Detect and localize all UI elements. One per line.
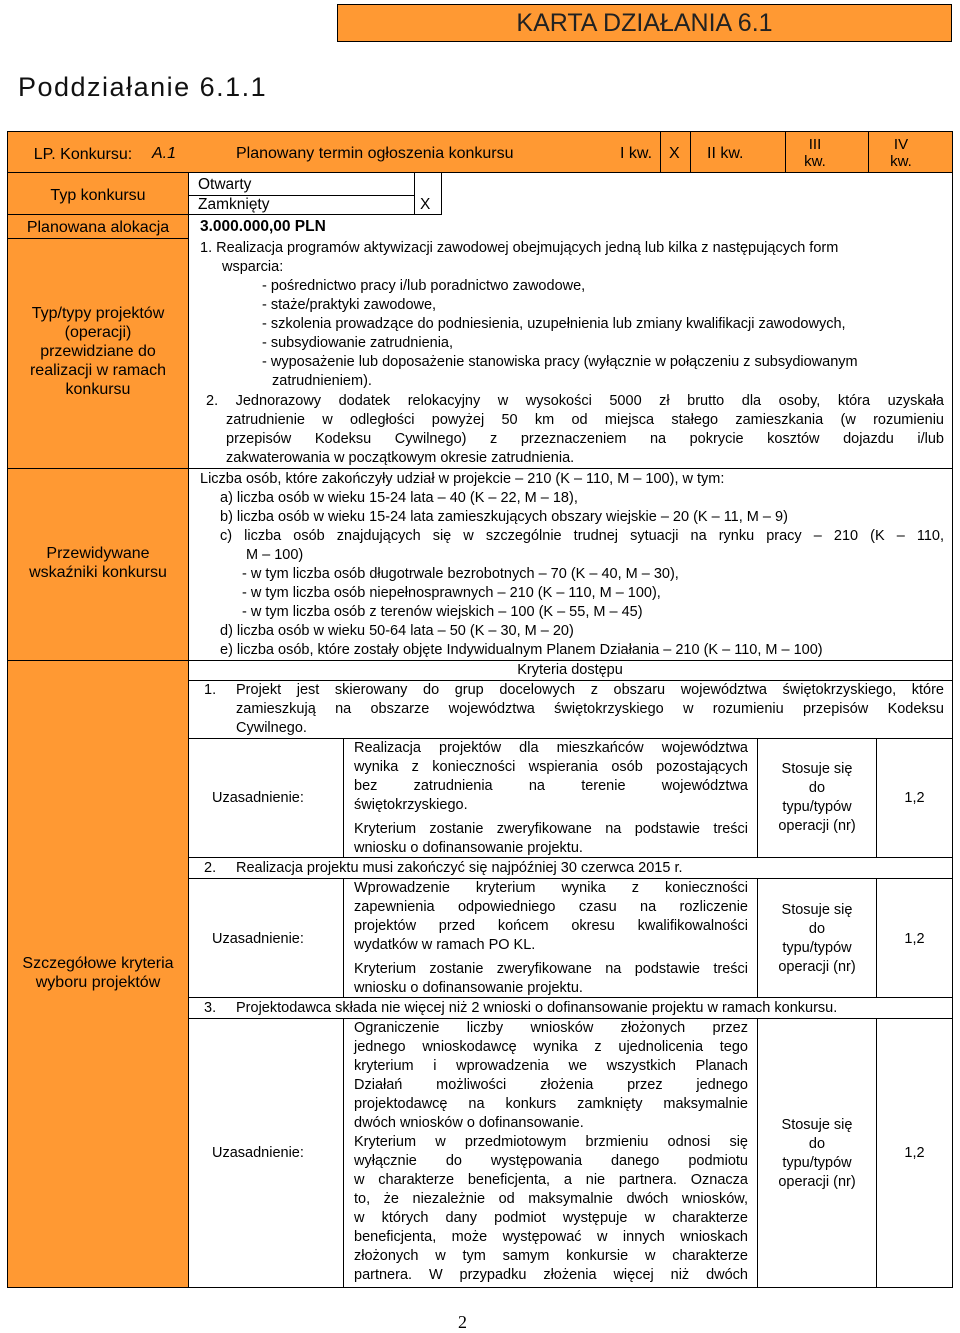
criterion-1-title-line-1: Projekt jest skierowany do grup docelowych z obszaru województwa świętokrzyskiego, które: [236, 682, 944, 698]
project-types-line-2: wsparcia:: [222, 259, 284, 275]
criterion-2-just-line-4: wydatków w ramach PO KL.: [354, 937, 536, 953]
project-types-line-6: - subsydiowanie zatrudnienia,: [262, 335, 454, 351]
project-types-line-4: - staże/praktyki zawodowe,: [262, 297, 437, 313]
divider: [343, 1018, 344, 1287]
divider: [343, 878, 344, 997]
quarter-1: I kw.: [620, 145, 653, 162]
divider: [188, 997, 952, 998]
criterion-3-just-line-2: jednego wnioskodawcę wynika z ujednolicenia tego: [354, 1039, 748, 1055]
criterion-2-applies: Stosuje się do typu/typów operacji (nr): [778, 902, 856, 975]
project-types-line-10: zatrudnienie w odległości powyżej 50 km od miejsca stałego zamieszkania (w rozumieniu: [226, 412, 944, 428]
criterion-1-justification-label: Uzasadnienie:: [212, 790, 304, 806]
criterion-1-applies-value: 1,2: [904, 790, 925, 806]
criterion-3-just-line-4: Działań możliwości złożenia przez jednego: [354, 1077, 748, 1093]
criterion-1-number: 1.: [204, 682, 217, 698]
indicator-line-2: a) liczba osób w wieku 15-24 lata – 40 (K – 22, M – 18),: [220, 490, 578, 506]
divider: [868, 132, 869, 172]
criterion-3-just-line-1: Ograniczenie liczby wniosków złożonych przez: [354, 1020, 748, 1036]
criterion-3-number: 3.: [204, 1000, 217, 1016]
criterion-2-just-line-1: Wprowadzenie kryterium wynika z konieczności: [354, 880, 748, 896]
project-types-line-7: - wyposażenie lub doposażenie stanowiska pracy (wyłącznie w połączeniu z subsydiowanym: [262, 354, 858, 370]
type-open: Otwarty: [198, 176, 252, 193]
allocation-value: 3.000.000,00 PLN: [200, 218, 326, 235]
criterion-3-just-line-10: to, że niezależnie od maksymalnie dwóch wniosków,: [354, 1191, 748, 1207]
criterion-3-justification-label: Uzasadnienie:: [212, 1145, 304, 1161]
quarter-4: IV kw.: [890, 136, 912, 170]
criterion-2-just-line-3: projektów przed końcem okresu kwalifikowalności: [354, 918, 748, 934]
divider: [8, 214, 442, 215]
divider: [188, 857, 952, 858]
indicator-line-9: d) liczba osób w wieku 50-64 lata – 50 (K – 30, M – 20): [220, 623, 574, 639]
card-title: KARTA DZIAŁANIA 6.1: [516, 8, 773, 37]
card-title-box: [337, 4, 952, 42]
divider: [785, 132, 786, 172]
lp-label: LP. Konkursu:: [33, 146, 133, 163]
indicator-line-3: b) liczba osób w wieku 15-24 lata zamieszkujących obszary wiejskie – 20 (K – 11, M – 9): [220, 509, 788, 525]
criterion-3-applies: Stosuje się do typu/typów operacji (nr): [778, 1117, 856, 1190]
criterion-1-just-line-1: Realizacja projektów dla mieszkańców województwa: [354, 740, 748, 756]
indicator-line-10: e) liczba osób, które zostały objęte Indywidualnym Planem Działania – 210 (K – 110, M – 100): [220, 642, 823, 658]
criterion-2-title-line-1: Realizacja projektu musi zakończyć się najpóźniej 30 czerwca 2015 r.: [236, 860, 683, 876]
type-label: Typ konkursu: [50, 187, 146, 204]
criterion-2-just-line-6: Kryterium zostanie zweryfikowane na podstawie treści: [354, 961, 748, 977]
divider: [8, 468, 952, 469]
quarter-3: III kw.: [804, 136, 826, 170]
project-types-line-3: - pośrednictwo pracy i/lub poradnictwo zawodowe,: [262, 278, 586, 294]
criteria-heading: Kryteria dostępu: [517, 662, 623, 678]
project-types-line-12: zakwaterowania w początkowym okresie zatrudnienia.: [226, 450, 575, 466]
lp-value: A.1: [152, 145, 177, 162]
indicators-label: Przewidywane wskaźniki konkursu: [29, 545, 167, 581]
criterion-1-just-line-6: Kryterium zostanie zweryfikowane na podstawie treści: [354, 821, 748, 837]
project-types-line-5: - szkolenia prowadzące do podniesienia, uzupełnienia lub zmiany kwalifikacji zawodowych,: [262, 316, 846, 332]
criterion-3-title-line-1: Projektodawca składa nie więcej niż 2 wnioski o dofinansowanie projektu w ramach konkursu.: [236, 1000, 838, 1016]
project-types-line-1: 1. Realizacja programów aktywizacji zawodowej obejmujących jedną lub kilka z następujących form: [200, 240, 839, 256]
indicator-line-6: - w tym liczba osób długotrwale bezrobotnych – 70 (K – 40, M – 30),: [242, 566, 679, 582]
project-types-line-9: 2. Jednorazowy dodatek relokacyjny w wysokości 5000 zł brutto dla osoby, która uzyskała: [206, 393, 944, 409]
criterion-3-just-line-9: w charakterze beneficjenta, a nie partnera. Oznacza: [354, 1172, 748, 1188]
criterion-3-just-line-8: wyłącznie do występowania danego podmiotu: [354, 1153, 748, 1169]
criterion-2-just-line-7: wniosku o dofinansowanie projektu.: [354, 980, 583, 996]
divider: [188, 172, 189, 1287]
criterion-1-just-line-3: bez zatrudnienia na terenie województwa: [354, 778, 748, 794]
page-number: 2: [458, 1312, 467, 1332]
allocation-label: Planowana alokacja: [26, 219, 170, 236]
divider: [690, 132, 691, 172]
criterion-1-just-line-2: wynika z konieczności wspierania osób pozostających: [354, 759, 748, 775]
criterion-3-just-line-3: kryterium i wprowadzenia we wszystkich Planach: [354, 1058, 748, 1074]
criterion-3-just-line-14: partnera. W przypadku złożenia więcej niż dwóch: [354, 1267, 748, 1283]
planned-term-label: Planowany termin ogłoszenia konkursu: [236, 145, 514, 162]
divider: [8, 238, 188, 239]
divider: [343, 738, 344, 857]
criterion-3-applies-value: 1,2: [904, 1145, 925, 1161]
indicator-line-8: - w tym liczba osób z terenów wiejskich – 100 (K – 55, M – 45): [242, 604, 643, 620]
criterion-1-title-line-2: zamieszkują na obszarze województwa świętokrzyskiego w rozumieniu przepisów Kodeksu: [236, 701, 944, 717]
subaction-title: Poddziałanie 6.1.1: [18, 72, 268, 102]
project-types-label: Typ/typy projektów (operacji) przewidziane do realizacji w ramach konkursu: [29, 305, 167, 398]
criterion-1-title-line-3: Cywilnego.: [236, 720, 307, 736]
criterion-1-applies: Stosuje się do typu/typów operacji (nr): [778, 761, 856, 834]
criterion-3-just-line-7: Kryterium w przedmiotowym brzmieniu odnosi się: [354, 1134, 748, 1150]
criterion-2-number: 2.: [204, 860, 217, 876]
criterion-2-justification-label: Uzasadnienie:: [212, 931, 304, 947]
criterion-1-just-line-4: świętokrzyskiego.: [354, 797, 468, 813]
indicator-line-7: - w tym liczba osób niepełnosprawnych – 210 (K – 110, M – 100),: [242, 585, 661, 601]
divider: [441, 172, 442, 214]
criterion-3-just-line-11: w których dany podmiot występuje w charakterze: [354, 1210, 748, 1226]
criterion-3-just-line-6: dwóch wniosków o dofinansowanie.: [354, 1115, 584, 1131]
criterion-3-just-line-13: złożonych w tym samym konkursie w charakterze: [354, 1248, 748, 1264]
project-types-line-11: przepisów Kodeksu Cywilnego) z przeznaczeniem na pokrycie kosztów dojazdu i/lub: [226, 431, 944, 447]
type-closed-mark: X: [420, 196, 431, 213]
indicator-line-5: M – 100): [246, 547, 304, 563]
quarter-1-mark: X: [669, 145, 680, 162]
criterion-2-applies-value: 1,2: [904, 931, 925, 947]
type-closed: Zamknięty: [198, 196, 270, 213]
project-types-line-8: zatrudnieniem).: [272, 373, 372, 389]
quarter-2: II kw.: [707, 145, 744, 162]
criterion-3-just-line-5: projektodawcę na konkurs zamknięty maksymalnie: [354, 1096, 748, 1112]
criterion-3-just-line-12: beneficjenta, może występować w innych wnioskach: [354, 1229, 748, 1245]
divider: [414, 172, 415, 214]
criterion-2-just-line-2: zapewnienia odpowiedniego czasu na rozliczenie: [354, 899, 748, 915]
indicator-line-4: c) liczba osób znajdujących się w szczególnie trudnej sytuacji na rynku pracy – 210 (K – 110,: [220, 528, 944, 544]
divider: [660, 132, 661, 172]
criterion-1-just-line-7: wniosku o dofinansowanie projektu.: [354, 840, 583, 856]
indicator-line-1: Liczba osób, które zakończyły udział w projekcie – 210 (K – 110, M – 100), w tym:: [200, 471, 725, 487]
criteria-label: Szczegółowe kryteria wyboru projektów: [22, 955, 174, 991]
